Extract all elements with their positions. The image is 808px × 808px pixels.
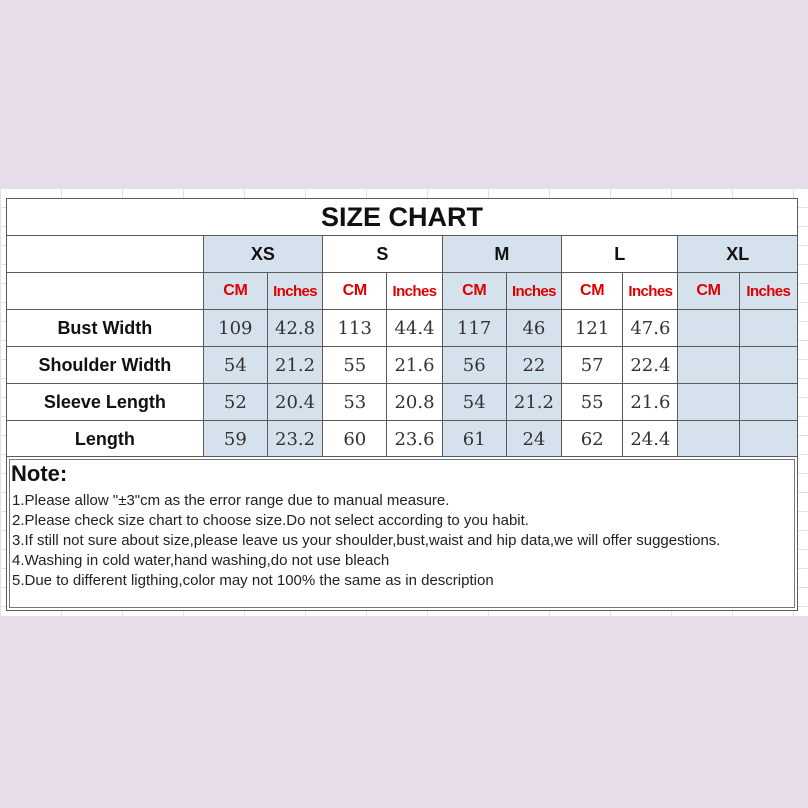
- size-label-l: L: [562, 236, 678, 273]
- table-row: [7, 310, 798, 347]
- row-label-bust-width: Bust Width: [7, 310, 204, 347]
- table-cell: 20.8: [387, 384, 442, 421]
- size-label-s: S: [323, 236, 442, 273]
- unit-header-row: [7, 273, 798, 310]
- table-cell: [678, 384, 739, 421]
- table-cell: [678, 310, 739, 347]
- size-label-xs: XS: [203, 236, 322, 273]
- size-label-m: M: [442, 236, 561, 273]
- table-cell: 62: [562, 421, 623, 458]
- table-cell: 44.4: [387, 310, 442, 347]
- table-cell: [678, 421, 739, 458]
- table-cell: [739, 347, 797, 384]
- unit-cm: CM: [323, 273, 387, 310]
- size-header-row: [7, 236, 798, 273]
- table-cell: 117: [442, 310, 506, 347]
- table-cell: 47.6: [623, 310, 678, 347]
- table-cell: 24.4: [623, 421, 678, 458]
- blank-unit-cell: [7, 273, 204, 310]
- table-cell: 59: [203, 421, 267, 458]
- row-label-length: Length: [7, 421, 204, 458]
- table-cell: 53: [323, 384, 387, 421]
- size-chart-table: [6, 198, 798, 458]
- table-cell: 55: [323, 347, 387, 384]
- note-list: [12, 491, 720, 591]
- table-cell: 61: [442, 421, 506, 458]
- table-cell: [739, 384, 797, 421]
- table-cell: 113: [323, 310, 387, 347]
- table-cell: 21.6: [623, 384, 678, 421]
- note-line: 4.Washing in cold water,hand washing,do not use bleach: [12, 552, 390, 569]
- table-cell: 23.6: [387, 421, 442, 458]
- blank-corner-cell: [7, 236, 204, 273]
- table-cell: [678, 347, 739, 384]
- note-title: Note:: [11, 461, 68, 486]
- table-cell: 56: [442, 347, 506, 384]
- table-cell: 21.2: [506, 384, 561, 421]
- table-cell: 24: [506, 421, 561, 458]
- note-line: 1.Please allow "±3"cm as the error range due to manual measure.: [12, 492, 450, 509]
- table-row: [7, 421, 798, 458]
- table-cell: 42.8: [267, 310, 322, 347]
- table-cell: 21.2: [267, 347, 322, 384]
- table-cell: 55: [562, 384, 623, 421]
- note-line: 3.If still not sure about size,please leave us your shoulder,bust,waist and hip data,we will offer suggestions.: [12, 532, 721, 549]
- table-cell: 54: [203, 347, 267, 384]
- note-line: 2.Please check size chart to choose size.Do not select according to you habit.: [12, 512, 529, 529]
- row-label-shoulder-width: Shoulder Width: [7, 347, 204, 384]
- table-cell: 52: [203, 384, 267, 421]
- unit-cm: CM: [203, 273, 267, 310]
- table-row: [7, 347, 798, 384]
- table-cell: [739, 310, 797, 347]
- table-cell: 57: [562, 347, 623, 384]
- table-cell: [739, 421, 797, 458]
- unit-cm: CM: [562, 273, 623, 310]
- unit-inches: Inches: [506, 273, 561, 310]
- table-cell: 22: [506, 347, 561, 384]
- table-cell: 121: [562, 310, 623, 347]
- size-chart-title: SIZE CHART: [7, 199, 798, 236]
- unit-inches: Inches: [623, 273, 678, 310]
- note-box: [6, 456, 798, 611]
- table-cell: 60: [323, 421, 387, 458]
- table-cell: 20.4: [267, 384, 322, 421]
- table-cell: 54: [442, 384, 506, 421]
- unit-inches: Inches: [387, 273, 442, 310]
- size-label-xl: XL: [678, 236, 798, 273]
- row-label-sleeve-length: Sleeve Length: [7, 384, 204, 421]
- table-cell: 46: [506, 310, 561, 347]
- unit-inches: Inches: [267, 273, 322, 310]
- table-row: [7, 384, 798, 421]
- table-cell: 109: [203, 310, 267, 347]
- unit-cm: CM: [442, 273, 506, 310]
- table-cell: 23.2: [267, 421, 322, 458]
- table-cell: 21.6: [387, 347, 442, 384]
- unit-inches: Inches: [739, 273, 797, 310]
- unit-cm: CM: [678, 273, 739, 310]
- note-line: 5.Due to different ligthing,color may not 100% the same as in description: [12, 572, 494, 589]
- table-cell: 22.4: [623, 347, 678, 384]
